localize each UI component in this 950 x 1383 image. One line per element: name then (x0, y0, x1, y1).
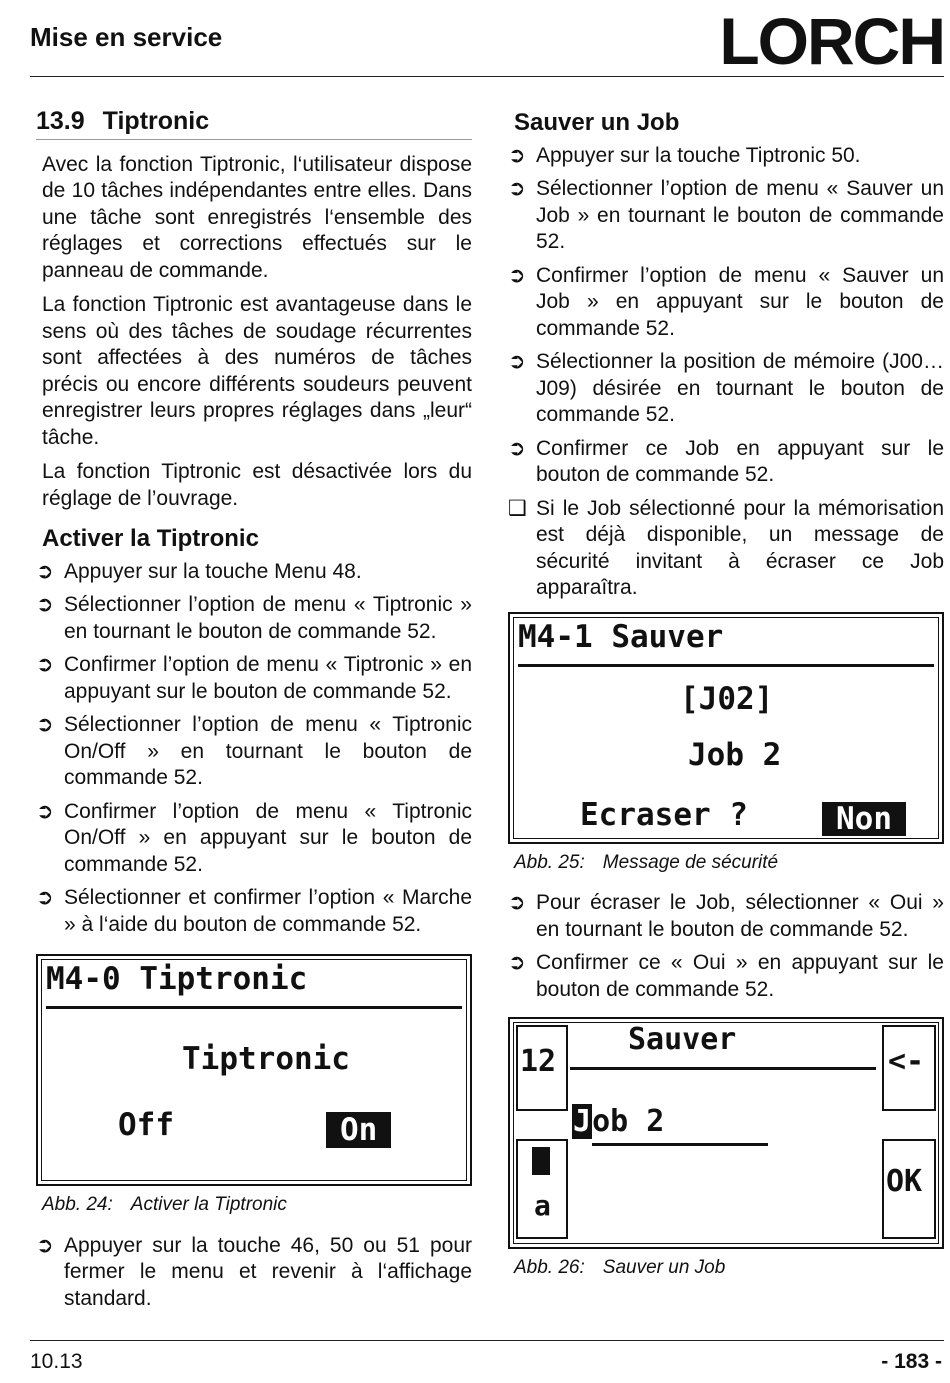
footer-rule (30, 1340, 944, 1341)
figure-caption: Abb. 26: Sauver un Job (514, 1257, 726, 1278)
lcd-save-job-display (508, 1017, 944, 1249)
activate-steps (36, 559, 472, 939)
arrow-bullet-icon: ➲ (36, 559, 54, 583)
arrow-bullet-icon: ➲ (36, 593, 54, 616)
intro-paragraph: Avec la fonction Tiptronic, l‘utilisateur dispose de 10 tâches indépendantes entre elles. Dans une tâche sont enregistrés l‘ensemble des réglages et corrections effectués sur le panneau de commande. (42, 152, 472, 282)
checkbox-icon: ❑ (508, 496, 527, 520)
step-item: ➲ Appuyer sur la touche Tiptronic 50. (508, 143, 944, 170)
lcd-title-rule (46, 1006, 462, 1009)
lcd-off-option: Off (118, 1107, 174, 1143)
lcd-title: Sauver (628, 1022, 737, 1057)
lcd-job-input: Job 2 (573, 1104, 665, 1139)
lcd-title-rule (518, 664, 934, 667)
figure-caption: Abb. 25: Message de sécurité (514, 851, 779, 873)
section-heading (36, 108, 472, 140)
save-steps (508, 143, 944, 602)
lcd-label: Tiptronic (182, 1041, 350, 1077)
lcd-title-rule (570, 1067, 876, 1070)
header-rule (30, 76, 944, 77)
arrow-bullet-icon: ➲ (36, 1233, 54, 1257)
activate-heading: Activer la Tiptronic (42, 525, 259, 552)
figure-caption: Abb. 24: Activer la Tiptronic (42, 1194, 287, 1215)
lcd-key-ok: OK (882, 1139, 936, 1239)
lorch-logo: LORCH (719, 4, 944, 78)
save-job-heading: Sauver un Job (514, 109, 680, 136)
lcd-input-rule (592, 1143, 768, 1146)
close-steps (36, 1233, 472, 1313)
lcd-job-name: Job 2 (688, 736, 782, 773)
step-item: ➲ Confirmer l’option de menu « Tiptronic On/Off » en appuyant sur le bouton de commande 52. (36, 799, 472, 876)
lcd-title: M4-0 Tiptronic (46, 961, 308, 997)
step-item: ➲ Sélectionner l’option de menu « Tiptronic On/Off » en tournant le bouton de commande 52. (36, 713, 472, 789)
arrow-bullet-icon: ➲ (508, 436, 526, 460)
step-item: ➲ Appuyer sur la touche 46, 50 ou 51 pour fermer le menu et revenir à l‘affichage standard. (36, 1233, 472, 1310)
lcd-on-option: On (326, 1112, 391, 1148)
step-item: ➲ Confirmer ce Job en appuyant sur le bouton de commande 52. (508, 436, 944, 486)
right-column (508, 108, 944, 1296)
lcd-key-12: 12 (516, 1025, 568, 1111)
overwrite-steps (508, 890, 944, 1003)
arrow-bullet-icon: ➲ (508, 263, 526, 287)
running-header: Mise en service (30, 22, 223, 52)
step-item: ➲ Confirmer l’option de menu « Tiptronic » en appuyant sur le bouton de commande 52. (36, 653, 472, 703)
arrow-bullet-icon: ➲ (36, 713, 54, 736)
step-item: ➲ Sélectionner l’option de menu « Sauver un Job » en tournant le bouton de commande 52. (508, 177, 944, 253)
arrow-bullet-icon: ➲ (508, 350, 526, 373)
note-paragraph: La fonction Tiptronic est désactivée lors du réglage de l’ouvrage. (42, 460, 472, 510)
note-item: ❑ Si le Job sélectionné pour la mémorisation est déjà disponible, un message de sécurité invitant à écraser ce Job apparaîtra. (508, 496, 944, 599)
arrow-bullet-icon: ➲ (508, 177, 526, 200)
lcd-slot: [J02] (680, 680, 774, 717)
lcd-title: M4-1 Sauver (518, 618, 724, 655)
lcd-key-back: <- (882, 1025, 936, 1111)
arrow-bullet-icon: ➲ (508, 143, 526, 167)
benefit-paragraph: La fonction Tiptronic est avantageuse dans le sens où des tâches de soudage récurrentes sont affectées à des numéros de tâches précis ou encore différents soudeurs peuvent enregistrer leurs propres réglages dans „leur“ tâche. (42, 293, 472, 449)
caps-lock-icon (532, 1147, 550, 1175)
step-item: ➲ Appuyer sur la touche Menu 48. (36, 559, 472, 586)
step-item: ➲ Pour écraser le Job, sélectionner « Oui » en tournant le bouton de commande 52. (508, 891, 944, 941)
lcd-cursor: J (573, 1104, 592, 1139)
arrow-bullet-icon: ➲ (508, 951, 526, 974)
lcd-tiptronic-display (36, 954, 472, 1186)
step-item: ➲ Sélectionner la position de mémoire (J00…J09) désirée en tournant le bouton de commande 52. (508, 350, 944, 426)
lcd-overwrite-display (508, 612, 944, 844)
document-version: 10.13 (30, 1350, 83, 1373)
arrow-bullet-icon: ➲ (508, 891, 526, 914)
lcd-key-case: a (516, 1139, 568, 1239)
step-item: ➲ Confirmer ce « Oui » en appuyant sur le bouton de commande 52. (508, 951, 944, 1001)
arrow-bullet-icon: ➲ (36, 799, 54, 823)
arrow-bullet-icon: ➲ (36, 653, 54, 676)
step-item: ➲ Sélectionner et confirmer l’option « Marche » à l‘aide du bouton de commande 52. (36, 886, 472, 936)
step-item: ➲ Sélectionner l’option de menu « Tiptronic » en tournant le bouton de commande 52. (36, 593, 472, 643)
section-title: Tiptronic (102, 107, 210, 135)
lcd-answer-non: Non (822, 802, 906, 836)
arrow-bullet-icon: ➲ (36, 886, 54, 909)
left-column (36, 108, 472, 1319)
section-number: 13.9 (36, 107, 85, 135)
lcd-question: Ecraser ? (580, 796, 748, 833)
step-item: ➲ Confirmer l’option de menu « Sauver un Job » en appuyant sur le bouton de commande 52. (508, 263, 944, 340)
page-number: - 183 - (881, 1350, 942, 1373)
